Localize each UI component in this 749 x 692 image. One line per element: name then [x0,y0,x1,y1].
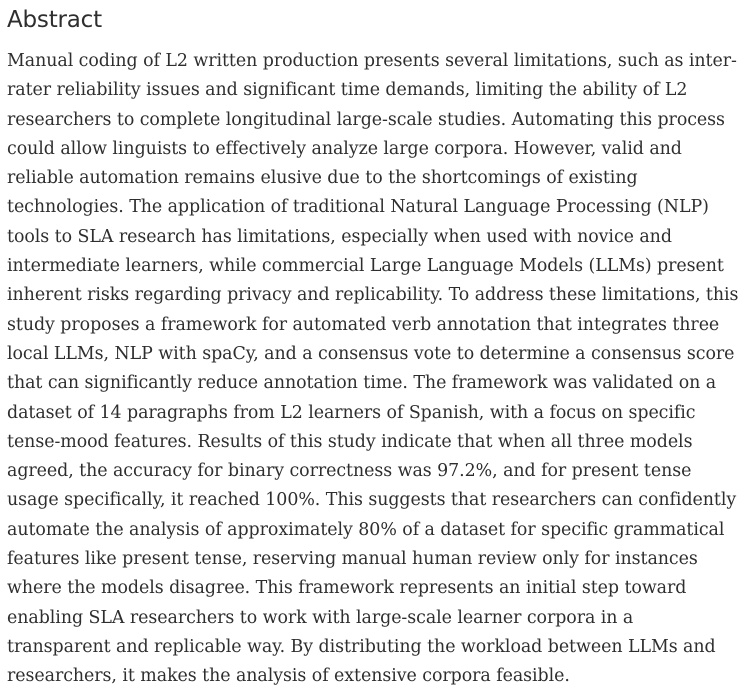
abstract-heading: Abstract [7,7,102,33]
abstract-body: Manual coding of L2 written production presents several limitations, such as inter-rater reliability issues and significant time demands, limiting the ability of L2 researchers to complete longitudinal large-scale studies. Automating this process could allow linguists to effectively analyze large corpora. However, valid and reliable automation remains elusive due to the shortcomings of existing technologies. The application of traditional Natural Language Processing (NLP) tools to SLA research has limitations, especially when used with novice and intermediate learners, while commercial Large Language Models (LLMs) present inherent risks regarding privacy and replicability. To address these limitations, this study proposes a framework for automated verb annotation that integrates three local LLMs, NLP with spaCy, and a consensus vote to determine a consensus score that can significantly reduce annotation time. The framework was validated on a dataset of 14 paragraphs from L2 learners of Spanish, with a focus on specific tense-mood features. Results of this study indicate that when all three models agreed, the accuracy for binary correctness was 97.2%, and for present tense usage specifically, it reached 100%. This suggests that researchers can confidently automate the analysis of approximately 80% of a dataset for specific grammatical features like present tense, reserving manual human review only for instances where the models disagree. This framework represents an initial step toward enabling SLA researchers to work with large-scale learner corpora in a transparent and replicable way. By distributing the workload between LLMs and researchers, it makes the analysis of extensive corpora feasible. [7,51,739,687]
